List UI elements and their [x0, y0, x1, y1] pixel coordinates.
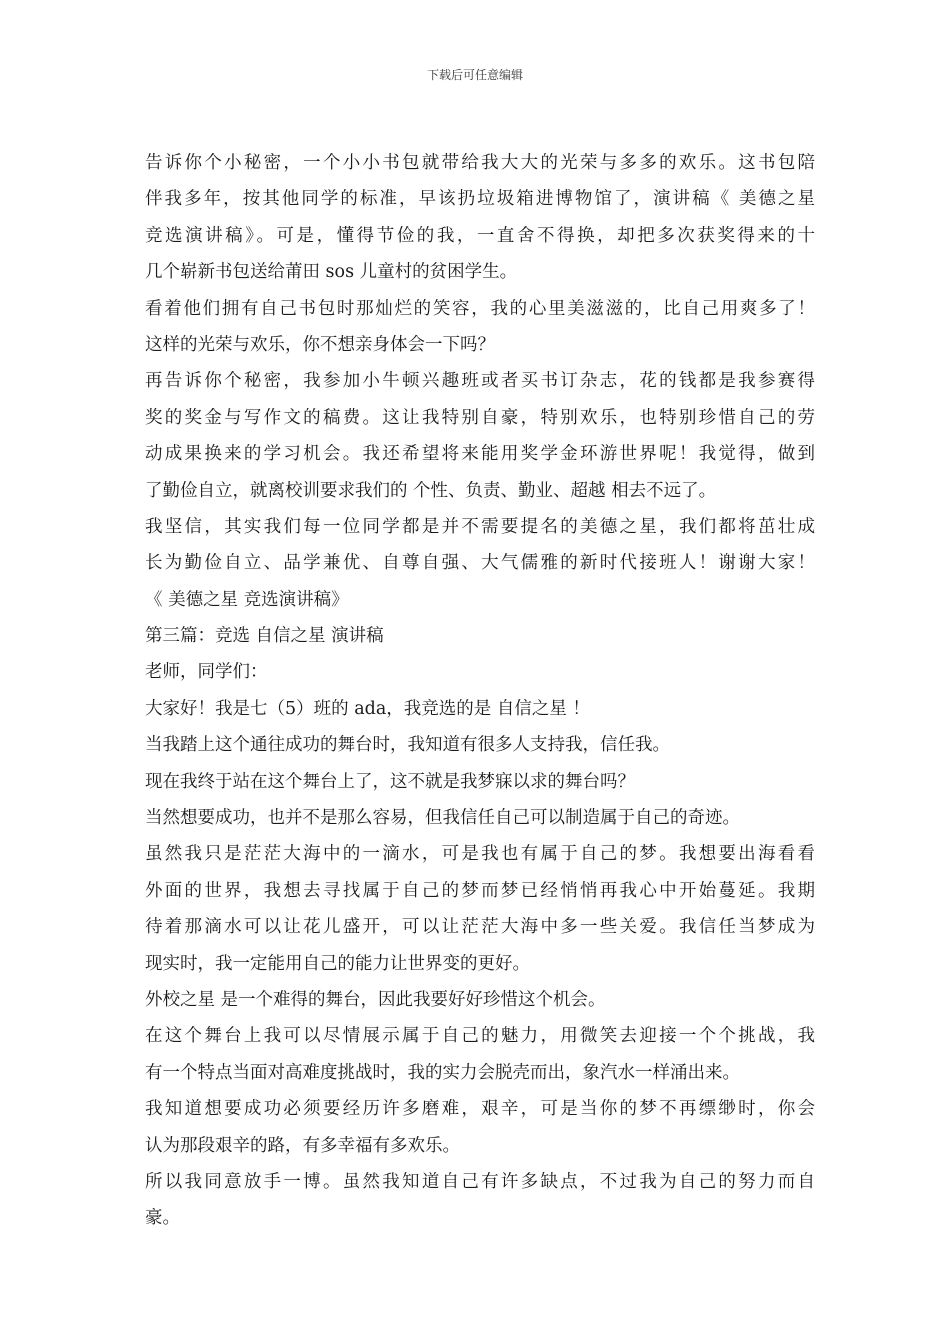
text-line: 现实时，我一定能用自己的能力让世界变的更好。 — [145, 953, 530, 974]
text-line: 我知道想要成功必须要经历许多磨难，艰辛，可是当你的梦不再缥缈时，你会 — [145, 1099, 815, 1120]
text-line: 看着他们拥有自己书包时那灿烂的笑容，我的心里美滋滋的，比自己用爽多了！ — [145, 298, 815, 319]
text-line: 虽然我只是茫茫大海中的一滴水，可是我也有属于自己的梦。我想要出海看看 — [145, 844, 815, 865]
text-line: 待着那滴水可以让花儿盛开，可以让茫茫大海中多一些关爱。我信任当梦成为 — [145, 917, 815, 938]
text-line: 豪。 — [145, 1208, 180, 1229]
text-line: 所以我同意放手一博。虽然我知道自己有许多缺点，不过我为自己的努力而自 — [145, 1171, 815, 1192]
text-line: 在这个舞台上我可以尽情展示属于自己的魅力，用微笑去迎接一个个挑战，我 — [145, 1026, 815, 1047]
text-line: 伴我多年，按其他同学的标准，早该扔垃圾箱进博物馆了，演讲稿《 美德之星 — [145, 189, 815, 210]
text-line: 了勤俭自立，就离校训要求我们的 个性、负责、勤业、超越 相去不远了。 — [145, 480, 717, 501]
text-line: 告诉你个小秘密，一个小小书包就带给我大大的光荣与多多的欢乐。这书包陪 — [145, 153, 815, 173]
text-line: 再告诉你个秘密，我参加小牛顿兴趣班或者买书订杂志，花的钱都是我参赛得 — [145, 371, 815, 392]
text-line: 老师，同学们： — [145, 662, 268, 683]
text-line: 现在我终于站在这个舞台上了，这不就是我梦寐以求的舞台吗？ — [145, 771, 635, 792]
text-line: 外面的世界，我想去寻找属于自己的梦而梦已经悄悄再我心中开始蔓延。我期 — [145, 880, 815, 901]
text-line: 有一个特点当面对高难度挑战时，我的实力会脱壳而出，象汽水一样涌出来。 — [145, 1062, 740, 1083]
text-line: 《 美德之星 竞选演讲稿》 — [145, 589, 349, 610]
text-line: 奖的奖金与写作文的稿费。这让我特别自豪，特别欢乐，也特别珍惜自己的劳 — [145, 407, 815, 428]
text-line: 当我踏上这个通往成功的舞台时，我知道有很多人支持我，信任我。 — [145, 735, 670, 756]
text-line: 竞选演讲稿》。可是，懂得节俭的我，一直舍不得换，却把多次获奖得来的十 — [145, 225, 815, 246]
text-line: 这样的光荣与欢乐，你不想亲身体会一下吗？ — [145, 334, 495, 355]
text-line: 第三篇：竞选 自信之星 演讲稿 — [145, 626, 384, 647]
text-line: 认为那段艰辛的路，有多幸福有多欢乐。 — [145, 1135, 460, 1156]
text-line: 外校之星 是一个难得的舞台，因此我要好好珍惜这个机会。 — [145, 989, 606, 1010]
text-line: 大家好！我是七（5）班的 ada，我竞选的是 自信之星 ！ — [145, 698, 590, 719]
text-line: 当然想要成功，也并不是那么容易，但我信任自己可以制造属于自己的奇迹。 — [145, 808, 740, 829]
text-line: 长为勤俭自立、品学兼优、自尊自强、大气儒雅的新时代接班人！谢谢大家！ — [145, 553, 815, 574]
text-line: 动成果换来的学习机会。我还希望将来能用奖学金环游世界呢！我觉得，做到 — [145, 444, 815, 465]
document-body — [145, 145, 815, 1237]
page-header: 下载后可任意编辑 — [426, 68, 523, 82]
text-line: 几个崭新书包送给莆田 sos 儿童村的贫困学生。 — [145, 262, 518, 283]
text-line: 我坚信，其实我们每一位同学都是并不需要提名的美德之星，我们都将茁壮成 — [145, 516, 815, 537]
